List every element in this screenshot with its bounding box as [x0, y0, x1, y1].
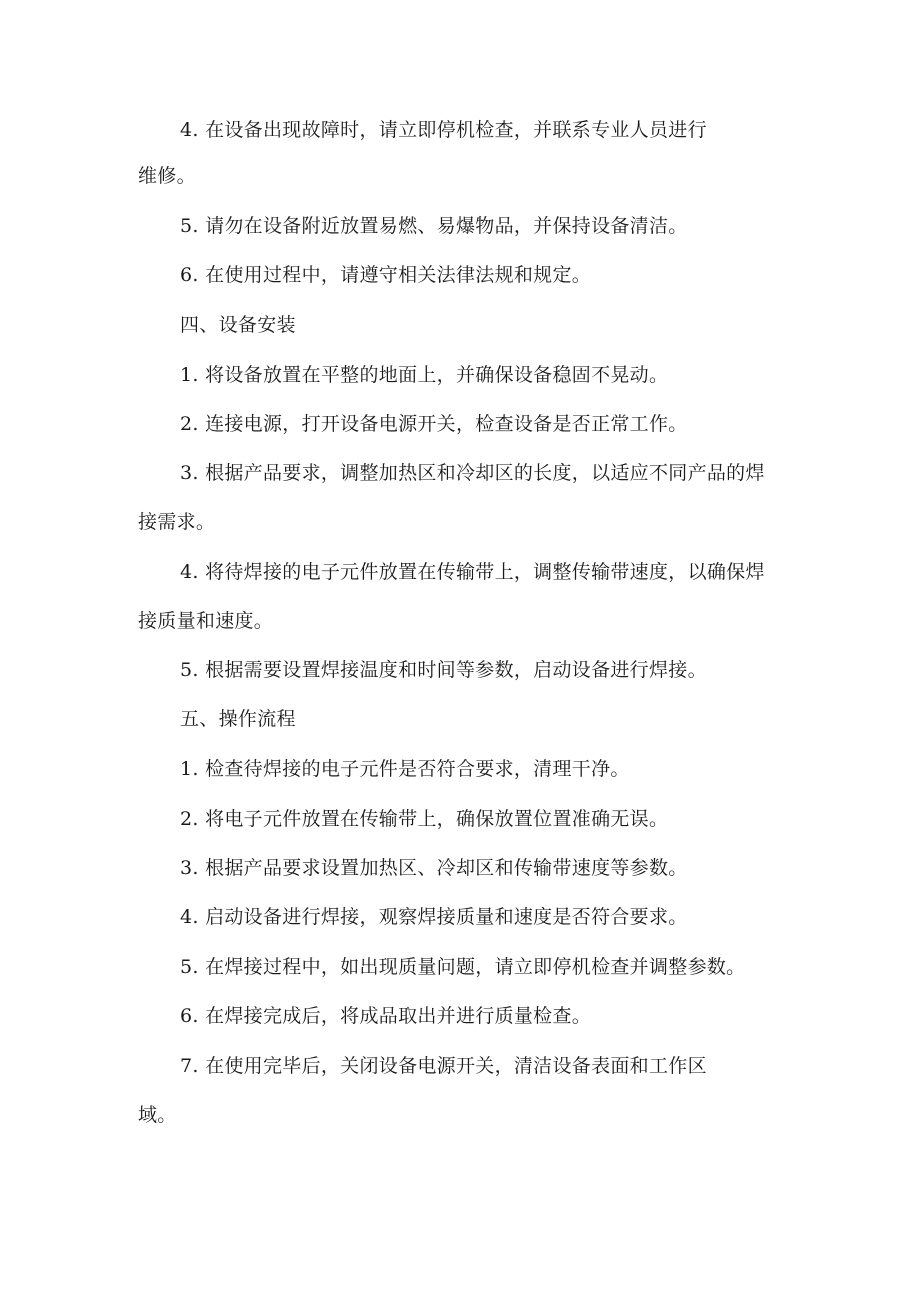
safety-item-6: 6. 在使用过程中，请遵守相关法律法规和规定。 [180, 264, 592, 286]
installation-item-2: 2. 连接电源，打开设备电源开关，检查设备是否正常工作。 [180, 413, 688, 435]
safety-item-4: 4. 在设备出现故障时，请立即停机检查，并联系专业人员进行 [180, 119, 707, 141]
operation-item-4: 4. 启动设备进行焊接，观察焊接质量和速度是否符合要求。 [180, 906, 688, 928]
operation-item-1: 1. 检查待焊接的电子元件是否符合要求，清理干净。 [180, 758, 630, 780]
installation-item-3-continued: 接需求。 [138, 511, 216, 533]
operation-item-3: 3. 根据产品要求设置加热区、冷却区和传输带速度等参数。 [180, 857, 688, 879]
operation-item-6: 6. 在焊接完成后，将成品取出并进行质量检查。 [180, 1005, 592, 1027]
safety-item-4-continued: 维修。 [138, 165, 196, 187]
installation-item-1: 1. 将设备放置在平整的地面上，并确保设备稳固不晃动。 [180, 364, 669, 386]
installation-item-4: 4. 将待焊接的电子元件放置在传输带上，调整传输带速度，以确保焊 [180, 561, 765, 583]
section-heading-operation: 五、操作流程 [180, 708, 296, 730]
operation-item-7: 7. 在使用完毕后，关闭设备电源开关，清洁设备表面和工作区 [180, 1055, 707, 1077]
section-heading-installation: 四、设备安装 [180, 314, 296, 336]
installation-item-5: 5. 根据需要设置焊接温度和时间等参数，启动设备进行焊接。 [180, 659, 707, 681]
operation-item-2: 2. 将电子元件放置在传输带上，确保放置位置准确无误。 [180, 808, 669, 830]
operation-item-5: 5. 在焊接过程中，如出现质量问题，请立即停机检查并调整参数。 [180, 956, 746, 978]
installation-item-4-continued: 接质量和速度。 [138, 610, 274, 632]
operation-item-7-continued: 域。 [138, 1104, 177, 1126]
safety-item-5: 5. 请勿在设备附近放置易燃、易爆物品，并保持设备清洁。 [180, 215, 688, 237]
installation-item-3: 3. 根据产品要求，调整加热区和冷却区的长度，以适应不同产品的焊 [180, 462, 765, 484]
